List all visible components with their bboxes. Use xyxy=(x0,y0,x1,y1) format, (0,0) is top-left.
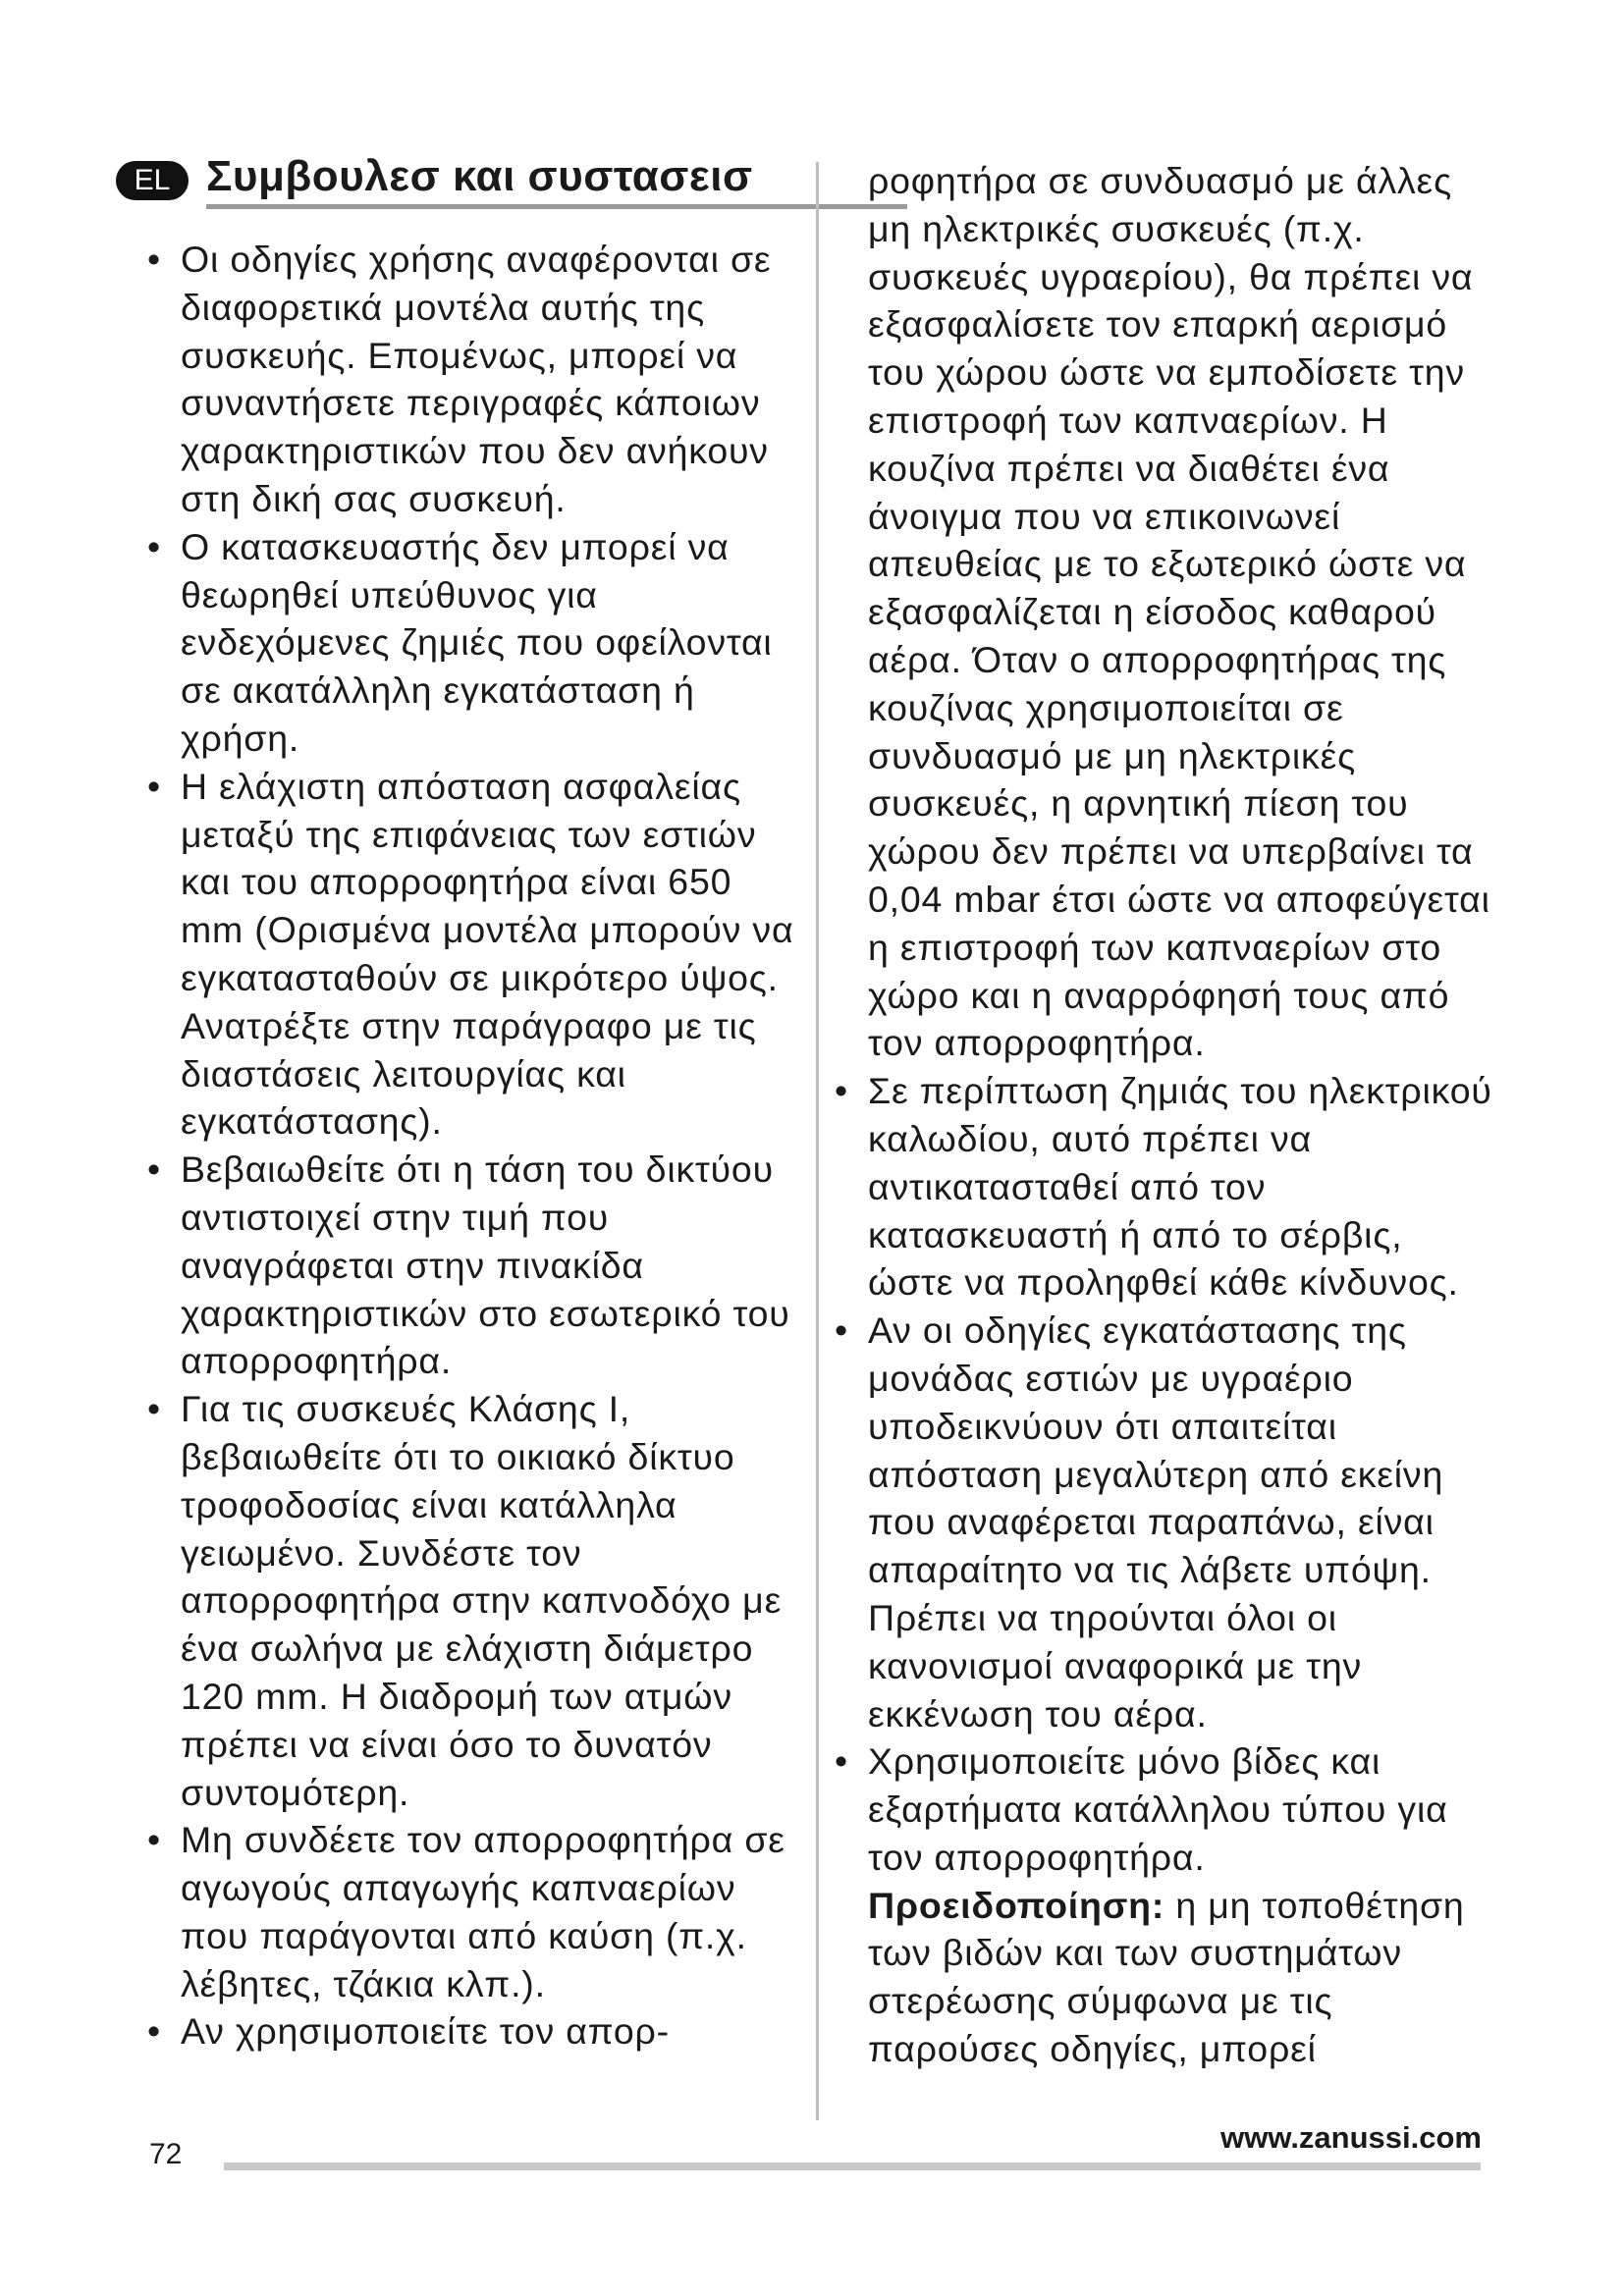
list-item: • Οι οδηγίες χρήσης αναφέρονται σε διαφορετικά μοντέλα αυτής της συσκευής. Επομένως, μπορεί να συναντήσετε περιγραφές κάποιων χαρακτηριστικών που δεν ανήκουν στη δική σας συσκευή. xyxy=(147,236,803,523)
page-number: 72 xyxy=(149,2138,183,2170)
list-item: • Η ελάχιστη απόσταση ασφαλείας μεταξύ της επιφάνειας των εστιών και του απορροφητήρα είναι 650 mm (Ορισμένα μοντέλα μπορούν να εγκατασταθούν σε μικρότερο ύψος. Ανατρέξτε στην παράγραφο με τις διαστάσεις λειτουργίας και εγκατάστασης). xyxy=(147,763,803,1146)
continued-paragraph: ροφητήρα σε συνδυασμό με άλλες μη ηλεκτρικές συσκευές (π.χ. συσκευές υγραερίου), θα πρέπει να εξασφαλίσετε τον επαρκή αερισμό του χώρου ώστε να εμποδίσετε την επιστροφή των καπναερίων. Η κουζίνα πρέπει να διαθέτει ένα άνοιγμα που να επικοινωνεί απευθείας με το εξωτερικό ώστε να εξασφαλίζεται η είσοδος καθαρού αέρα. Όταν ο απορροφητήρας της κουζίνας χρησιμοποιείται σε συνδυασμό με μη ηλεκτρικές συσκευές, η αρνητική πίεση του χώρου δεν πρέπει να υπερβαίνει τα 0,04 mbar έτσι ώστε να αποφεύγεται η επιστροφή των καπναερίων στο χώρο και η αναρρόφησή τους από τον απορροφητήρα. xyxy=(868,160,1490,1064)
warning-paragraph xyxy=(868,1882,1492,2073)
right-column xyxy=(835,157,1492,2073)
footer-rule xyxy=(224,2163,1481,2170)
list-item: • Βεβαιωθείτε ότι η τάση του δικτύου αντιστοιχεί στην τιμή που αναγράφεται στην πινακίδα χαρακτηριστικών στο εσωτερικό του απορροφητήρα. xyxy=(147,1146,803,1385)
website-link[interactable]: www.zanussi.com xyxy=(1220,2120,1482,2155)
list-item: • Για τις συσκευές Κλάσης I, βεβαιωθείτε ότι το οικιακό δίκτυο τροφοδοσίας είναι κατάλληλα γειωμένο. Συνδέστε τον απορροφητήρα στην καπνοδόχο με ένα σωλήνα με ελάχιστη διάμετρο 120 mm. Η διαδρομή των ατμών πρέπει να είναι όσο το δυνατόν συντομότερη. xyxy=(147,1385,803,1816)
list-item: • Χρησιμοποιείτε μόνο βίδες και εξαρτήματα κατάλληλου τύπου για τον απορροφητήρα. xyxy=(835,1737,1492,1881)
list-item: • Μη συνδέετε τον απορροφητήρα σε αγωγούς απαγωγής καπναερίων που παράγονται από καύση (π.χ. λέβητες, τζάκια κλπ.). xyxy=(147,1816,803,2007)
page-header xyxy=(116,149,793,208)
column-divider xyxy=(816,162,819,2120)
list-item: • Σε περίπτωση ζημιάς του ηλεκτρικού καλωδίου, αυτό πρέπει να αντικατασταθεί από τον κατασκευαστή ή από το σέρβις, ώστε να προληφθεί κάθε κίνδυνος. xyxy=(835,1067,1492,1307)
warning-label: Προειδοποίηση: xyxy=(868,1884,1165,1926)
section-title: Συμβουλεσ και συστασεισ xyxy=(206,152,753,200)
list-item: • Ο κατασκευαστής δεν μπορεί να θεωρηθεί υπεύθυνος για ενδεχόμενες ζημιές που οφείλονται σε ακατάλληλη εγκατάσταση ή χρήση. xyxy=(147,523,803,763)
list-item: • Αν χρησιμοποιείτε τον απορ- xyxy=(147,2007,803,2056)
list-item: • Αν οι οδηγίες εγκατάστασης της μονάδας εστιών με υγραέριο υποδεικνύουν ότι απαιτείται απόσταση μεγαλύτερη από εκείνη που αναφέρεται παραπάνω, είναι απαραίτητο να τις λάβετε υπόψη. Πρέπει να τηρούνται όλοι οι κανονισμοί αναφορικά με την εκκένωση του αέρα. xyxy=(835,1307,1492,1737)
header-underline xyxy=(206,204,907,209)
language-badge: EL xyxy=(116,161,189,200)
warning-text: η μη τοποθέτηση των βιδών και των συστημάτων στερέωσης σύμφωνα με τις παρούσες οδηγίες, μπορεί xyxy=(868,1884,1465,2070)
left-column xyxy=(147,236,803,2056)
